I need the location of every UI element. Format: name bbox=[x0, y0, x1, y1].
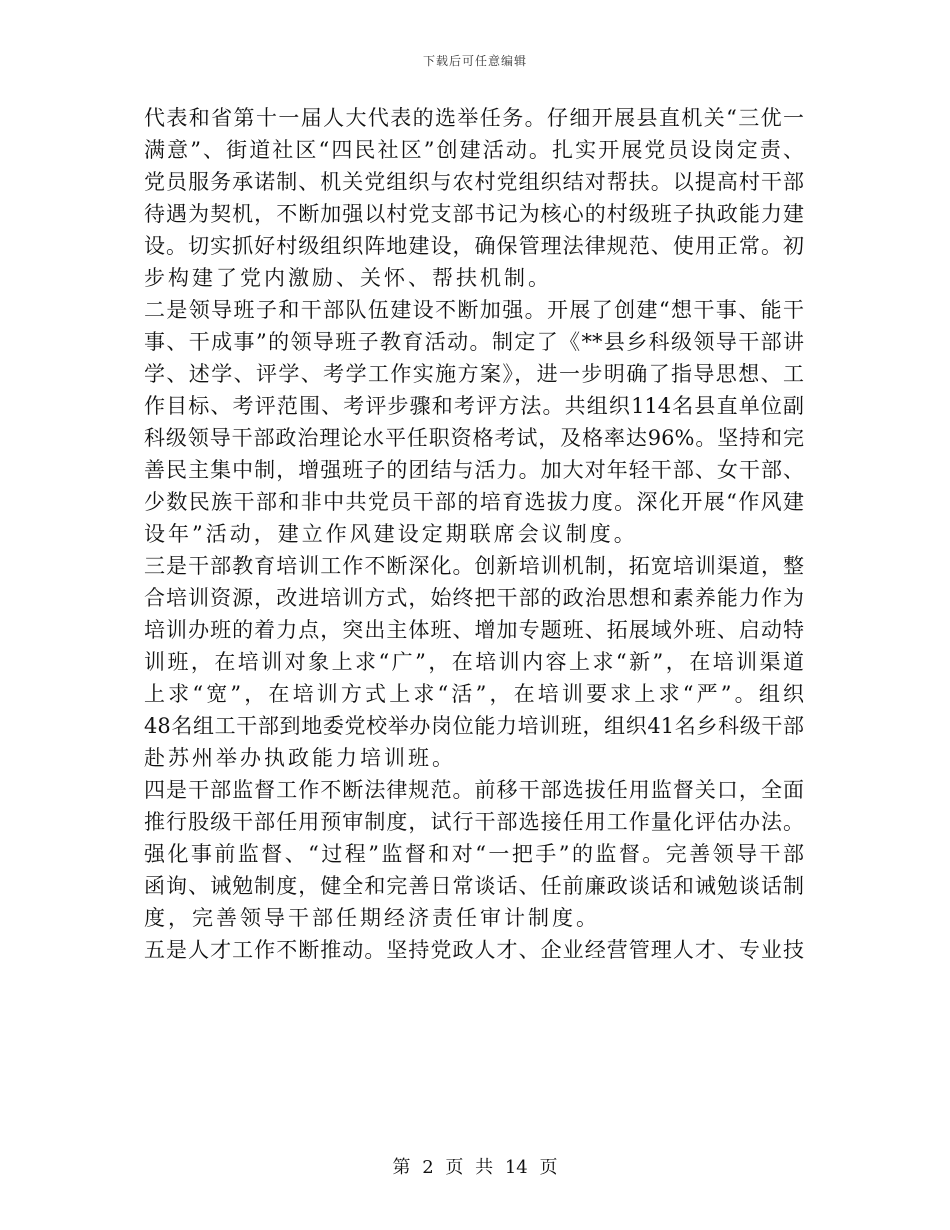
text-line: 满意”、街道社区“四民社区”创建活动。扎实开展党员设岗定责、 bbox=[144, 138, 804, 162]
text-line: 合培训资源，改进培训方式，始终把干部的政治思想和素养能力作为 bbox=[144, 586, 804, 610]
text-line: 五是人才工作不断推动。坚持党政人才、企业经营管理人才、专业技 bbox=[144, 938, 804, 962]
text-line: 科级领导干部政治理论水平任职资格考试，及格率达96%。坚持和完 bbox=[144, 426, 804, 450]
text-line: 步构建了党内激励、关怀、帮扶机制。 bbox=[144, 266, 552, 290]
text-line: 善民主集中制，增强班子的团结与活力。加大对年轻干部、女干部、 bbox=[144, 458, 804, 482]
text-line: 度，完善领导干部任期经济责任审计制度。 bbox=[144, 906, 600, 930]
page-header: 下载后可任意编辑 bbox=[422, 54, 527, 68]
text-line: 训班，在培训对象上求“广”，在培训内容上求“新”，在培训渠道 bbox=[144, 650, 804, 674]
text-line: 48名组工干部到地委党校举办岗位能力培训班，组织41名乡科级干部 bbox=[144, 714, 804, 738]
text-line: 待遇为契机，不断加强以村党支部书记为核心的村级班子执政能力建 bbox=[144, 202, 804, 226]
text-line: 培训办班的着力点，突出主体班、增加专题班、拓展域外班、启动特 bbox=[144, 618, 804, 642]
document-body bbox=[144, 102, 804, 966]
text-line: 代表和省第十一届人大代表的选举任务。仔细开展县直机关“三优一 bbox=[144, 106, 804, 130]
text-line: 强化事前监督、“过程”监督和对“一把手”的监督。完善领导干部 bbox=[144, 842, 804, 866]
text-line: 上求“宽”，在培训方式上求“活”，在培训要求上求“严”。组织 bbox=[144, 682, 804, 706]
text-line: 事、干成事”的领导班子教育活动。制定了《**县乡科级领导干部讲 bbox=[144, 330, 804, 354]
text-line: 四是干部监督工作不断法律规范。前移干部选拔任用监督关口，全面 bbox=[144, 778, 804, 802]
text-line: 设。切实抓好村级组织阵地建设，确保管理法律规范、使用正常。初 bbox=[144, 234, 804, 258]
text-line: 学、述学、评学、考学工作实施方案》，进一步明确了指导思想、工 bbox=[144, 362, 804, 386]
text-line: 推行股级干部任用预审制度，试行干部选接任用工作量化评估办法。 bbox=[144, 810, 804, 834]
text-line: 函询、诫勉制度，健全和完善日常谈话、任前廉政谈话和诫勉谈话制 bbox=[144, 874, 804, 898]
page-number-footer: 第 2 页 共 14 页 bbox=[392, 1157, 558, 1178]
text-line: 赴苏州举办执政能力培训班。 bbox=[144, 746, 456, 770]
text-line: 三是干部教育培训工作不断深化。创新培训机制，拓宽培训渠道，整 bbox=[144, 554, 804, 578]
text-line: 二是领导班子和干部队伍建设不断加强。开展了创建“想干事、能干 bbox=[144, 298, 804, 322]
text-line: 少数民族干部和非中共党员干部的培育选拔力度。深化开展“作风建 bbox=[144, 490, 804, 514]
text-line: 作目标、考评范围、考评步骤和考评方法。共组织114名县直单位副 bbox=[144, 394, 804, 418]
text-line: 党员服务承诺制、机关党组织与农村党组织结对帮扶。以提高村干部 bbox=[144, 170, 804, 194]
text-line: 设年”活动，建立作风建设定期联席会议制度。 bbox=[144, 522, 638, 546]
